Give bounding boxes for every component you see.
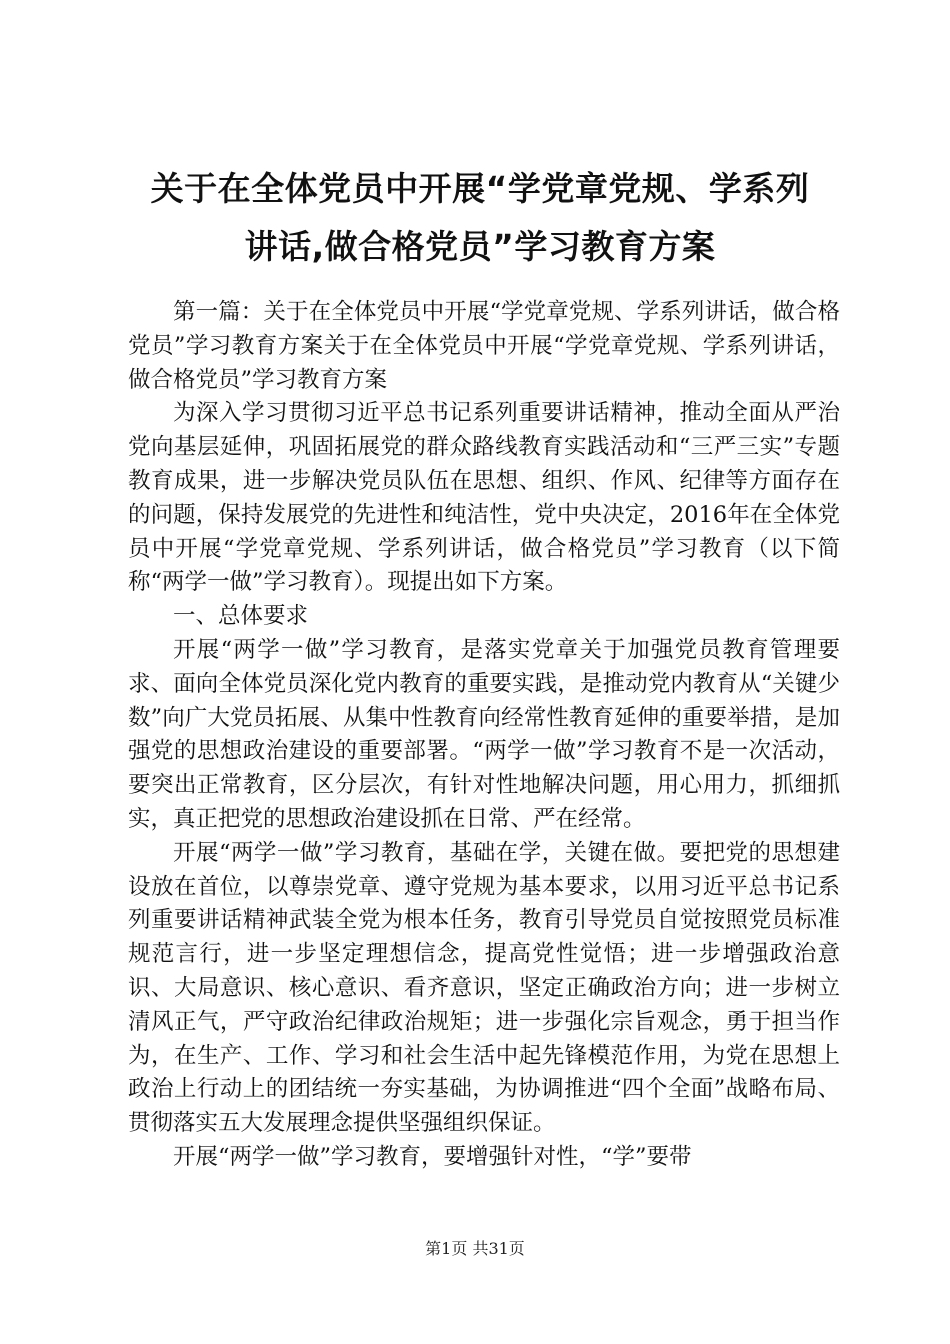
paragraph-2: 为深入学习贯彻习近平总书记系列重要讲话精神，推动全面从严治党向基层延伸，巩固拓展党的群众路线教育实践活动和“三严三实”专题教育成果，进一步解决党员队伍在思想、组织、作风、纪律等方面存在的问题，保持发展党的先进性和纯洁性，党中央决定，2016年在全体党员中开展“学党章党规、学系列讲话，做合格党员”学习教育（以下简称“两学一做”学习教育）。现提出如下方案。 [128, 400, 840, 596]
paragraph-4: 开展“两学一做”学习教育，基础在学，关键在做。要把党的思想建设放在首位，以尊崇党章、遵守党规为基本要求，以用习近平总书记系列重要讲话精神武装全党为根本任务，教育引导党员自觉按照党员标准规范言行，进一步坚定理想信念，提高党性觉悟；进一步增强政治意识、大局意识、核心意识、看齐意识，坚定正确政治方向；进一步树立清风正气，严守政治纪律政治规矩；进一步强化宗旨观念，勇于担当作为，在生产、工作、学习和社会生活中起先锋模范作用，为党在思想上政治上行动上的团结统一夯实基础，为协调推进“四个全面”战略布局、贯彻落实五大发展理念提供坚强组织保证。 [128, 839, 840, 1137]
page-number-footer: 第1页 共31页 [425, 1239, 525, 1258]
section-heading: 一、总体要求 [173, 603, 309, 630]
title-line-2: 讲话,做合格党员”学习教育方案 [244, 227, 716, 266]
paragraph-3: 开展“两学一做”学习教育，是落实党章关于加强党员教育管理要求、面向全体党员深化党内教育的重要实践，是推动党内教育从“关键少数”向广大党员拓展、从集中性教育向经常性教育延伸的重要举措，是加强党的思想政治建设的重要部署。“两学一做”学习教育不是一次活动，要突出正常教育，区分层次，有针对性地解决问题，用心用力，抓细抓实，真正把党的思想政治建设抓在日常、严在经常。 [128, 636, 840, 832]
title-line-1: 关于在全体党员中开展“学党章党规、学系列 [150, 169, 810, 208]
paragraph-1: 第一篇：关于在全体党员中开展“学党章党规、学系列讲话，做合格党员”学习教育方案关于在全体党员中开展“学党章党规、学系列讲话，做合格党员”学习教育方案 [128, 299, 840, 393]
document-title [100, 160, 860, 276]
paragraph-5: 开展“两学一做”学习教育，要增强针对性，“学”要带 [173, 1143, 692, 1170]
document-body [128, 296, 840, 1175]
